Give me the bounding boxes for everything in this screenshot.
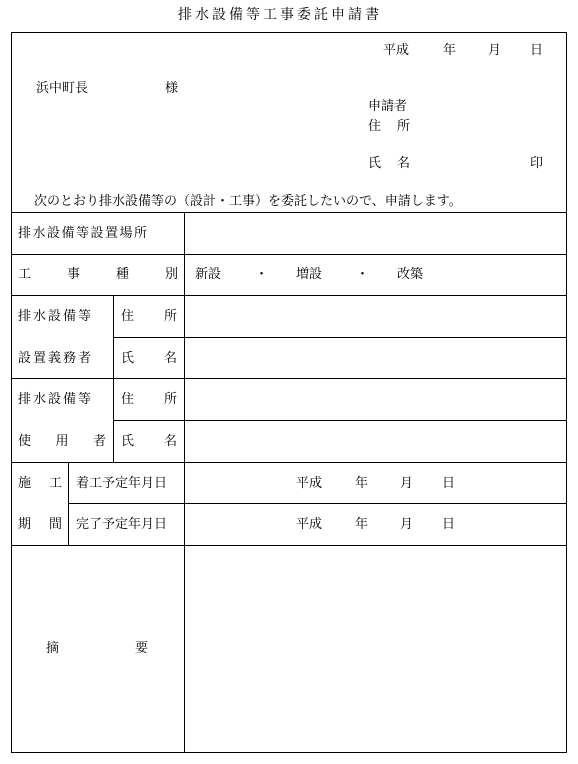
worktype-label: 工 事 種 別: [18, 267, 178, 282]
summary-label-1: 摘: [46, 641, 60, 656]
start-date-era: 平成: [296, 476, 323, 491]
obligor-name-field[interactable]: [185, 338, 566, 378]
user-address-field[interactable]: [185, 379, 566, 420]
applicant-label: 申請者: [368, 99, 408, 114]
obligor-name-label: 氏 名: [121, 351, 177, 366]
frame-right: [566, 32, 567, 753]
rule-period-col: [68, 462, 69, 545]
location-label: 排水設備等設置場所: [18, 226, 149, 241]
honorific: 様: [165, 81, 179, 96]
rule-period-mid: [68, 503, 567, 504]
obligor-label-line2: 設置義務者: [18, 351, 94, 366]
end-date-era: 平成: [296, 517, 323, 532]
end-date-month: 月: [400, 517, 414, 532]
obligor-label-line1: 排水設備等: [18, 309, 94, 324]
frame-left: [11, 32, 12, 753]
request-statement: 次のとおり排水設備等の（設計・工事）を委託したいので、申請します。: [34, 194, 462, 209]
date-day: 日: [530, 43, 544, 58]
location-value[interactable]: [185, 213, 566, 254]
end-date-day: 日: [442, 517, 456, 532]
period-label-line2: 期 間: [18, 517, 62, 532]
date-year: 年: [443, 43, 457, 58]
user-label-line1: 排水設備等: [18, 392, 94, 407]
user-address-label: 住 所: [121, 392, 177, 407]
addressee: 浜中町長: [36, 81, 89, 96]
applicant-name-label: 氏 名: [368, 156, 410, 171]
document-title: 排水設備等工事委託申請書: [178, 7, 382, 23]
worktype-separator: ・: [255, 267, 269, 282]
start-date-month: 月: [400, 476, 414, 491]
worktype-option-renovation[interactable]: 改築: [397, 267, 424, 282]
worktype-option-new[interactable]: 新設: [195, 267, 222, 282]
obligor-address-field[interactable]: [185, 296, 566, 337]
summary-field[interactable]: [185, 546, 566, 752]
period-label-line1: 施 工: [18, 476, 62, 491]
user-name-label: 氏 名: [121, 434, 177, 449]
frame-top: [11, 32, 567, 33]
user-name-field[interactable]: [185, 421, 566, 462]
user-label-line2: 使 用 者: [18, 434, 106, 449]
date-month: 月: [488, 43, 502, 58]
date-era: 平成: [383, 43, 410, 58]
start-date-label: 着工予定年月日: [76, 476, 168, 491]
rule-sublabel-col: [113, 295, 114, 462]
worktype-option-extension[interactable]: 増設: [296, 267, 323, 282]
rule-user-bottom: [11, 462, 567, 463]
worktype-separator: ・: [356, 267, 370, 282]
frame-bottom: [11, 752, 567, 753]
seal-mark: 印: [530, 156, 544, 171]
rule-location-bottom: [11, 254, 567, 255]
start-date-day: 日: [442, 476, 456, 491]
summary-label-2: 要: [135, 641, 149, 656]
applicant-address-label: 住 所: [368, 119, 410, 134]
end-date-year: 年: [355, 517, 369, 532]
start-date-year: 年: [355, 476, 369, 491]
obligor-address-label: 住 所: [121, 309, 177, 324]
end-date-label: 完了予定年月日: [76, 517, 168, 532]
